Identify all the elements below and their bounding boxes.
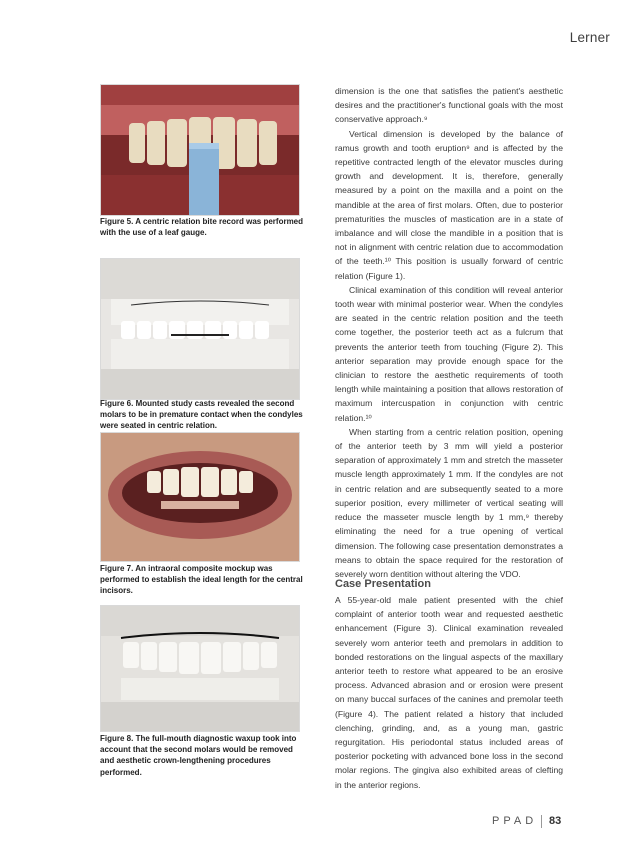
figure-7-caption: Figure 7. An intraoral composite mockup was performed to establish the ideal length for the central incisors. [100,564,303,596]
body-column-upper [335,84,563,581]
footer-separator [541,815,542,828]
body-paragraph: dimension is the one that satisfies the patient's aesthetic desires and the practitioner's functional goals with the most conservative approach.⁹ [335,86,563,125]
page-number: 83 [549,815,562,827]
figure-6-caption: Figure 6. Mounted study casts revealed the second molars to be in premature contact when the condyles were seated in centric relation. [100,399,303,431]
body-paragraph: A 55-year-old male patient presented with the chief complaint of anterior tooth wear and requested aesthetic enhancement (Figure 3). Clinical examination revealed severely worn anterior teeth and premolars in addition to bonded restorations on the lingual aspects of the maxillary anterior teeth to restore what appeared to be an erosive process. Advanced abrasion and or erosion were present on many buccal surfaces of the canines and premolar teeth (Figure 4). The patient related a history that included clenching, grinding, and, as a young man, gastric regurgitation. His periodontal status included areas of posterior pocketing with advanced bone loss in the second molar regions. The gingiva also exhibited areas of clefting in the anterior regions. [335,595,563,790]
figure-7-photo [100,432,300,562]
section-heading: Case Presentation [335,578,431,590]
body-paragraph: Clinical examination of this condition will reveal anterior tooth wear with minimal posterior wear. When the condyles are seated in the centric relation position and the teeth come together, the posterior teeth act as a fulcrum that prevents the anterior teeth from touching (Figure 2). This anterior separation may provide enough space for the clinician to restore the aesthetic requirements of tooth length while maintaining a position that allows restoration of maximum intercuspation in conjunction with centric relation.¹⁰ [335,284,563,423]
running-head: Lerner [569,30,610,45]
body-paragraph: When starting from a centric relation position, opening of the anterior teeth by 3 mm will yield a posterior separation of approximately 1 mm and stretch the masseter muscle length approximately 1 mm. If the condyles are not in centric relation and are subsequently seated to a more superior position, every millimeter of vertical seating will reduce the masseter muscle length by 1 mm,⁹ thereby eliminating the need for a true opening of vertical dimension. The following case presentation demonstrates a means to obtain the space required for the restoration of severely worn dentition without altering the VDO. [335,426,563,579]
figure-6-photo [100,258,300,400]
figure-5-caption: Figure 5. A centric relation bite record was performed with the use of a leaf gauge. [100,217,304,238]
body-column-lower [335,593,563,792]
footer-journal: PPAD [492,815,538,827]
body-paragraph: Vertical dimension is developed by the balance of ramus growth and tooth eruption⁹ and is affected by the repetitive contracted length of the elevator muscles during growth and development. It is, therefore, generally measured by a point on the maxilla and a point on the mandible at the area of first molars. Often, due to posterior prematurities the muscles of mastication are in a state of imbalance and will close the mandible in a position that is not in alignment with centric relation due to accommodation of the teeth.¹⁰ This position is usually forward of centric relation (Figure 1). [335,128,563,281]
figure-8-caption: Figure 8. The full-mouth diagnostic waxup took into account that the second molars would be removed and aesthetic crown-lengthening procedures performed. [100,734,297,777]
figure-8-photo [100,605,300,732]
figure-5-photo [100,84,300,216]
